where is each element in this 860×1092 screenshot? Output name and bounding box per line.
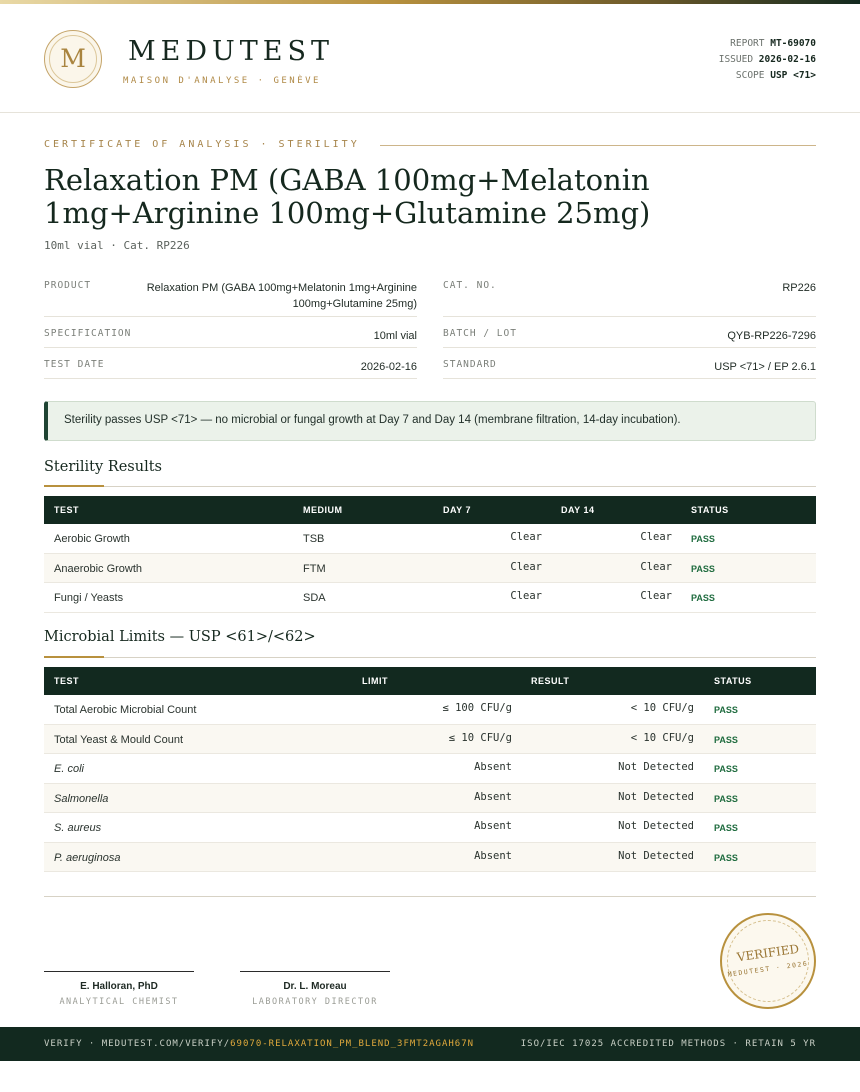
cat-no-value: RP226 — [782, 282, 816, 294]
batch-value: QYB-RP226-7296 — [727, 330, 816, 342]
report-id: MT-69070 — [770, 38, 816, 49]
detail-cat-no: CAT. NO. RP226 — [443, 278, 816, 317]
col-result: RESULT — [531, 676, 570, 686]
standard-value: USP <71> / EP 2.6.1 — [714, 361, 816, 373]
status-badge: PASS — [714, 823, 738, 833]
brand-logo — [44, 30, 102, 88]
detail-test-date: TEST DATE 2026-02-16 — [44, 357, 417, 379]
sterility-section-rule — [44, 486, 816, 487]
scope-line: SCOPE USP <71> — [735, 70, 816, 81]
col-status: STATUS — [714, 676, 752, 686]
verify-link[interactable]: VERIFY · MEDUTEST.COM/VERIFY/69070-RELAXATION_PM_BLEND_3FMT2AGAH67N — [44, 1039, 475, 1049]
status-badge: PASS — [691, 534, 715, 544]
detail-specification: SPECIFICATION 10ml vial — [44, 326, 417, 348]
result-notice: Sterility passes USP <71> — no microbial or fungal growth at Day 7 and Day 14 (membrane filtration, 14-day incubation). — [44, 401, 816, 441]
product-title: Relaxation PM (GABA 100mg+Melatonin 1mg+Arginine 100mg+Glutamine 25mg) — [44, 163, 651, 230]
signature-divider — [44, 896, 816, 897]
signatory-name: Dr. L. Moreau — [283, 981, 347, 992]
table-row: S. aureus Absent Not Detected PASS — [44, 813, 816, 843]
report-meta — [719, 36, 816, 84]
table-row: P. aeruginosa Absent Not Detected PASS — [44, 843, 816, 873]
status-badge: PASS — [691, 563, 715, 574]
product-value: Relaxation PM (GABA 100mg+Melatonin 1mg+Arginine 100mg+Glutamine 25mg) — [146, 282, 417, 310]
signature-analytical-chemist — [44, 971, 194, 1007]
col-medium: MEDIUM — [303, 505, 343, 515]
status-badge: PASS — [714, 764, 738, 774]
status-badge: PASS — [714, 852, 738, 863]
issued-date: 2026-02-16 — [758, 54, 816, 65]
microbial-table-header — [44, 667, 816, 695]
status-badge: PASS — [714, 705, 738, 715]
verify-code[interactable]: 69070-RELAXATION_PM_BLEND_3FMT2AGAH67N — [230, 1039, 475, 1049]
microbial-section-title: Microbial Limits — USP <61>/<62> — [44, 629, 316, 645]
sterility-section-accent — [44, 485, 104, 487]
table-row: E. coli Absent Not Detected PASS — [44, 754, 816, 784]
signatory-role: LABORATORY DIRECTOR — [252, 997, 378, 1007]
verified-seal — [720, 913, 816, 1009]
sterility-table — [44, 496, 816, 613]
signatory-name: E. Halloran, PhD — [80, 981, 158, 992]
signatory-role: ANALYTICAL CHEMIST — [59, 997, 179, 1007]
sterility-table-header — [44, 496, 816, 524]
microbial-section-rule — [44, 657, 816, 658]
test-date-value: 2026-02-16 — [360, 361, 417, 373]
top-accent-bar — [0, 0, 860, 4]
detail-standard: STANDARD USP <71> / EP 2.6.1 — [443, 357, 816, 379]
signature-laboratory-director — [240, 971, 390, 1007]
kicker-text: CERTIFICATE OF ANALYSIS · STERILITY — [44, 139, 360, 150]
microbial-section-accent — [44, 656, 104, 658]
scope-value: USP <71> — [770, 70, 816, 81]
brand-name: MEDUTEST — [128, 36, 334, 67]
table-row: Aerobic Growth TSB Clear Clear PASS — [44, 524, 816, 554]
col-day14: DAY 14 — [561, 505, 595, 515]
col-day7: DAY 7 — [443, 505, 472, 515]
logo-letter: M — [60, 44, 86, 73]
footer-bar — [0, 1027, 860, 1061]
table-row: Anaerobic Growth FTM Clear Clear PASS — [44, 554, 816, 584]
certificate-kicker — [44, 139, 816, 153]
table-row: Salmonella Absent Not Detected PASS — [44, 784, 816, 814]
detail-batch: BATCH / LOT QYB-RP226-7296 — [443, 326, 816, 348]
status-badge: PASS — [714, 793, 738, 804]
table-row: Total Aerobic Microbial Count ≤ 100 CFU/g < 10 CFU/g PASS — [44, 695, 816, 725]
col-status: STATUS — [691, 505, 729, 515]
table-row: Total Yeast & Mould Count ≤ 10 CFU/g < 10 CFU/g PASS — [44, 725, 816, 755]
issued-line: ISSUED 2026-02-16 — [718, 54, 816, 65]
sterility-section-title: Sterility Results — [44, 459, 162, 475]
accreditation-note: ISO/IEC 17025 ACCREDITED METHODS · RETAIN 5 YR — [520, 1039, 816, 1049]
specification-value: 10ml vial — [373, 330, 417, 342]
status-badge: PASS — [691, 593, 715, 603]
kicker-rule — [380, 145, 816, 146]
report-id-line: REPORT MT-69070 — [730, 38, 816, 49]
seal-text: VERIFIED — [736, 941, 800, 965]
col-limit: LIMIT — [362, 676, 388, 686]
header-divider — [0, 112, 860, 113]
table-row: Fungi / Yeasts SDA Clear Clear PASS — [44, 583, 816, 613]
status-badge: PASS — [714, 734, 738, 745]
brand-tagline: MAISON D'ANALYSE · GENÈVE — [123, 76, 321, 86]
seal-subtext: MEDUTEST · 2026 — [727, 959, 809, 979]
col-test: TEST — [54, 676, 80, 686]
detail-product: PRODUCT Relaxation PM (GABA 100mg+Melatonin 1mg+Arginine 100mg+Glutamine 25mg) — [44, 278, 417, 317]
product-subtitle: 10ml vial · Cat. RP226 — [44, 239, 190, 252]
microbial-table — [44, 667, 816, 872]
col-test: TEST — [54, 505, 80, 515]
